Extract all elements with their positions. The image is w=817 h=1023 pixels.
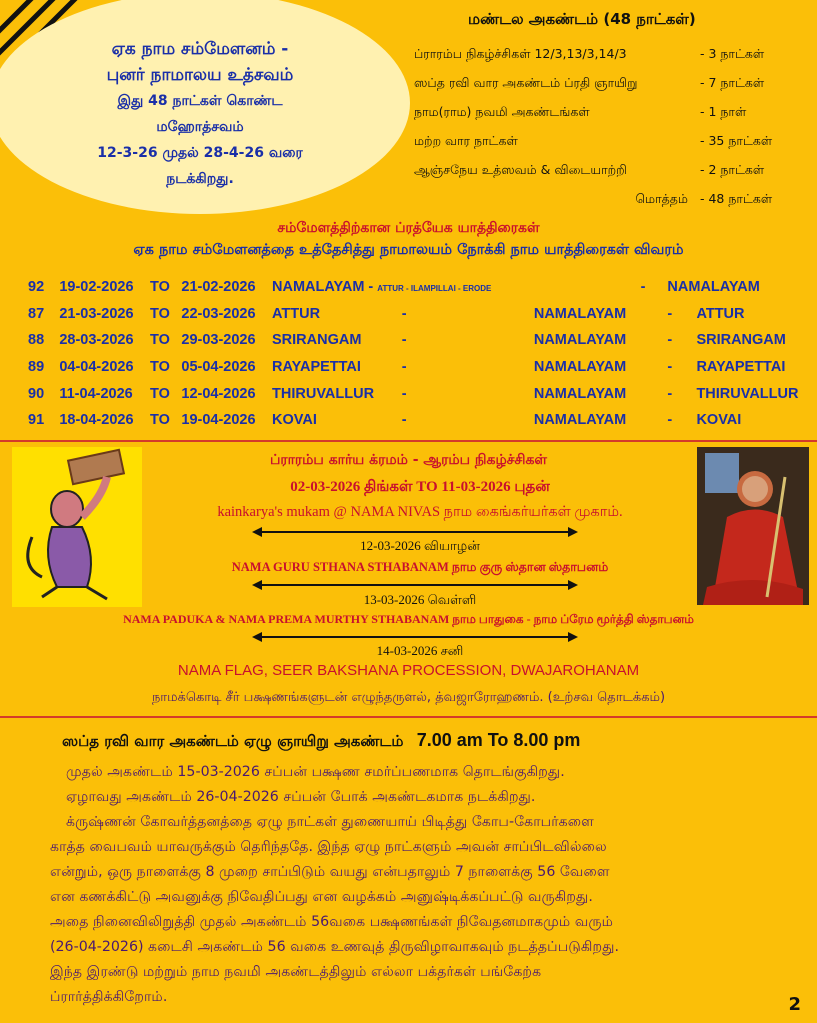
section-divider <box>0 440 817 442</box>
mandala-label: மற்ற வார நாட்கள் <box>414 133 518 148</box>
yatra-table <box>28 274 817 434</box>
yatra-via: NAMALAYAM <box>533 305 627 322</box>
sapta-heading <box>62 730 580 752</box>
mandala-total-row <box>414 185 814 214</box>
table-row <box>28 274 817 301</box>
event-1: kainkarya's mukam @ NAMA NIVAS நாம கைங்கர்யர்கள் முகாம். <box>217 504 623 520</box>
para-line: காத்த வைபவம் யாவருக்கும் தெரிந்ததே. இந்த ஏழு நாட்களும் அவன் சாப்பிடவில்லை <box>50 839 607 855</box>
yatra-to-word: TO <box>149 279 170 296</box>
para-line: ப்ரார்த்திக்கிறோம். <box>50 989 168 1005</box>
yatra-to: 05-04-2026 <box>181 359 256 376</box>
section-divider <box>0 716 817 718</box>
hanuman-image <box>12 447 142 607</box>
yatra-via: NAMALAYAM <box>533 359 627 376</box>
mandala-row <box>414 127 814 156</box>
mandala-value: - 2 நாட்கள் <box>700 162 765 177</box>
yatra-start: KOVAI <box>272 412 317 429</box>
para-line: ஏழாவது அகண்டம் 26-04-2026 சப்பன் போக் அகண்டகமாக நடக்கிறது. <box>66 789 536 805</box>
sapta-body <box>50 760 774 1010</box>
yatra-subtitle: ஏக நாம சம்மேளனத்தை உத்தேசித்து நாமாலயம் நோக்கி நாம யாத்திரைகள் விவரம் <box>133 242 684 258</box>
yatra-to: 12-04-2026 <box>181 385 256 402</box>
yatra-no: 91 <box>28 412 45 429</box>
table-row <box>28 354 817 381</box>
yatra-no: 88 <box>28 332 45 349</box>
yatra-end-cell <box>667 301 817 328</box>
event-date-4: 14-03-2026 சனி <box>376 643 464 658</box>
event-4-tamil: நாமக்கொடி சீர் பக்ஷணங்களுடன் எழுந்தருளல், த்வஜாரோஹணம். (உற்சவ தொடக்கம்) <box>151 690 666 705</box>
event-4: NAMA FLAG, SEER BAKSHANA PROCESSION, DWAJAROHANAM <box>177 662 640 679</box>
yatra-to-word: TO <box>149 385 170 402</box>
yatra-to-word: TO <box>149 412 170 429</box>
yatra-dash: - <box>667 412 673 429</box>
yatra-end-cell <box>667 407 817 434</box>
yatra-end: NAMALAYAM <box>667 279 760 296</box>
yatra-to: 22-03-2026 <box>181 305 256 322</box>
yatra-dash: - <box>667 305 673 322</box>
yatra-no: 89 <box>28 359 45 376</box>
para-line: என கணக்கிட்டு அவனுக்கு நிவேதிப்பது என வழக்கம் அனுஷ்டிக்கப்பட்டு வருகிறது. <box>50 889 593 905</box>
yatra-to-word: TO <box>149 332 170 349</box>
event-date-2: 12-03-2026 வியாழன் <box>360 538 480 553</box>
table-row <box>28 327 817 354</box>
yatra-start: ATTUR <box>272 305 321 322</box>
yatra-from: 21-03-2026 <box>59 305 134 322</box>
yatra-from: 19-02-2026 <box>59 279 134 296</box>
mandala-value: - 35 நாட்கள் <box>700 133 773 148</box>
header-text <box>30 36 370 192</box>
mandala-row <box>414 40 814 69</box>
sapta-title: ஸப்த ரவி வார அகண்டம் ஏழு ஞாயிறு அகண்டம் <box>62 732 404 750</box>
header-line2: புனர் நாமாலய உத்சவம் <box>106 65 294 85</box>
para-line: முதல் அகண்டம் 15-03-2026 சப்பன் பக்ஷண சமர்ப்பணமாக தொடங்குகிறது. <box>66 764 565 780</box>
yatra-end-cell <box>667 380 817 407</box>
para-line: க்ருஷ்ணன் கோவர்த்தனத்தை ஏழு நாட்கள் துணையாய் பிடித்து கோப-கோபர்களை <box>66 814 594 830</box>
prarambha-title: ப்ராரம்ப கார்ய க்ரமம் - ஆரம்ப நிகழ்ச்சிகள் <box>269 452 548 468</box>
yatra-sep: - <box>401 412 407 429</box>
event-date-1: 02-03-2026 திங்கள் TO 11-03-2026 புதன் <box>290 479 550 495</box>
para-line: அதை நினைவிலிறுத்தி முதல் அகண்டம் 56வகை பக்ஷணங்கள் நிவேதனமாகமும் வரும் <box>50 914 614 930</box>
header-line4: மஹோத்சவம் <box>156 119 244 135</box>
yatra-from: 28-03-2026 <box>59 332 134 349</box>
table-row <box>28 407 817 434</box>
yatra-sep: - <box>401 332 407 349</box>
yatra-dash: - <box>667 359 673 376</box>
yatra-to-word: TO <box>149 359 170 376</box>
yatra-title: சம்மேளத்திற்கான ப்ரத்யேக யாத்திரைகள் <box>277 220 540 236</box>
arrow-divider <box>252 527 578 537</box>
event-2: NAMA GURU STHANA STHABANAM நாம குரு ஸ்தான ஸ்தாபனம் <box>231 560 609 574</box>
arrow-divider <box>252 580 578 590</box>
event-3: NAMA PADUKA & NAMA PREMA MURTHY STHABANAM நாம பாதுகை - நாம ப்ரேம மூர்த்தி ஸ்தாபனம் <box>123 612 694 626</box>
yatra-no: 90 <box>28 385 45 402</box>
yatra-sep: - <box>401 359 407 376</box>
mandala-value: - 7 நாட்கள் <box>700 75 765 90</box>
yatra-via: ATTUR - ILAMPILLAI - ERODE <box>377 284 492 294</box>
mandala-row <box>414 69 814 98</box>
yatra-start: SRIRANGAM <box>272 332 362 349</box>
yatra-end-cell <box>667 327 817 354</box>
para-line: இந்த இரண்டு மற்றும் நாம நவமி அகண்டத்திலும் எல்லா பக்தர்கள் பங்கேற்க <box>50 964 542 980</box>
mandala-value: - 3 நாட்கள் <box>700 46 765 61</box>
para-line: (26-04-2026) கடைசி அகண்டம் 56 வகை உணவுத் திருவிழாவாகவும் நடத்தப்படுகிறது. <box>50 939 620 955</box>
mandala-label: ஆஞ்சநேய உத்ஸவம் & விடையாற்றி <box>414 162 627 177</box>
yatra-dash: - <box>640 279 646 296</box>
yatra-from: 11-04-2026 <box>59 385 133 402</box>
yatra-to: 21-02-2026 <box>181 279 256 296</box>
header-line5: 12-3-26 முதல் 28-4-26 வரை <box>97 145 303 161</box>
yatra-dash: - <box>667 332 673 349</box>
event-date-3: 13-03-2026 வெள்ளி <box>363 592 477 607</box>
mandala-label: நாம(ராம) நவமி அகண்டங்கள் <box>414 104 590 119</box>
mandala-label: ப்ராரம்ப நிகழ்ச்சிகள் 12/3,13/3,14/3 <box>414 46 627 61</box>
yatra-end: SRIRANGAM <box>696 332 786 349</box>
mandala-value: - 48 நாட்கள் <box>700 191 773 206</box>
arrow-divider <box>252 632 578 642</box>
header-line6: நடக்கிறது. <box>166 171 234 187</box>
para-line: என்றும், ஒரு நாளைக்கு 8 முறை சாப்பிடும் வயது என்பதாலும் 7 நாளைக்கு 56 வேளை <box>50 864 610 880</box>
mandala-row <box>414 98 814 127</box>
yatra-sep: - <box>401 305 407 322</box>
table-row <box>28 301 817 328</box>
mandala-label: ஸப்த ரவி வார அகண்டம் ப்ரதி ஞாயிறு <box>414 75 638 90</box>
mandala-value: - 1 நாள் <box>700 104 747 119</box>
mandala-title: மண்டல அகண்டம் (48 நாட்கள்) <box>468 10 696 28</box>
yatra-end-cell <box>667 354 817 381</box>
yatra-to-word: TO <box>149 305 170 322</box>
yatra-to: 19-04-2026 <box>181 412 256 429</box>
saint-image <box>697 447 809 605</box>
yatra-no: 92 <box>28 279 45 296</box>
yatra-from: 18-04-2026 <box>59 412 134 429</box>
yatra-no: 87 <box>28 305 45 322</box>
yatra-end: KOVAI <box>696 412 742 429</box>
yatra-from: 04-04-2026 <box>59 359 134 376</box>
yatra-via: NAMALAYAM <box>533 332 627 349</box>
yatra-start: THIRUVALLUR <box>272 385 375 402</box>
yatra-to: 29-03-2026 <box>181 332 256 349</box>
yatra-via: NAMALAYAM <box>533 412 627 429</box>
yatra-sep: - <box>401 385 407 402</box>
header-line1: ஏக நாம சம்மேளனம் - <box>111 39 289 59</box>
mandala-label: மொத்தம் <box>635 191 688 206</box>
mandala-summary <box>414 10 814 214</box>
yatra-start: NAMALAYAM - <box>272 279 374 296</box>
header-line3: இது 48 நாட்கள் கொண்ட <box>117 93 283 109</box>
yatra-end: THIRUVALLUR <box>696 385 799 402</box>
table-row <box>28 380 817 407</box>
page-number: 2 <box>788 994 801 1015</box>
yatra-start: RAYAPETTAI <box>272 359 361 376</box>
yatra-end: ATTUR <box>696 305 745 322</box>
yatra-dash: - <box>667 385 673 402</box>
yatra-route <box>272 274 534 301</box>
mandala-row <box>414 156 814 185</box>
sapta-time: 7.00 am To 8.00 pm <box>416 730 581 750</box>
yatra-end: RAYAPETTAI <box>696 359 786 376</box>
yatra-via: NAMALAYAM <box>533 385 627 402</box>
